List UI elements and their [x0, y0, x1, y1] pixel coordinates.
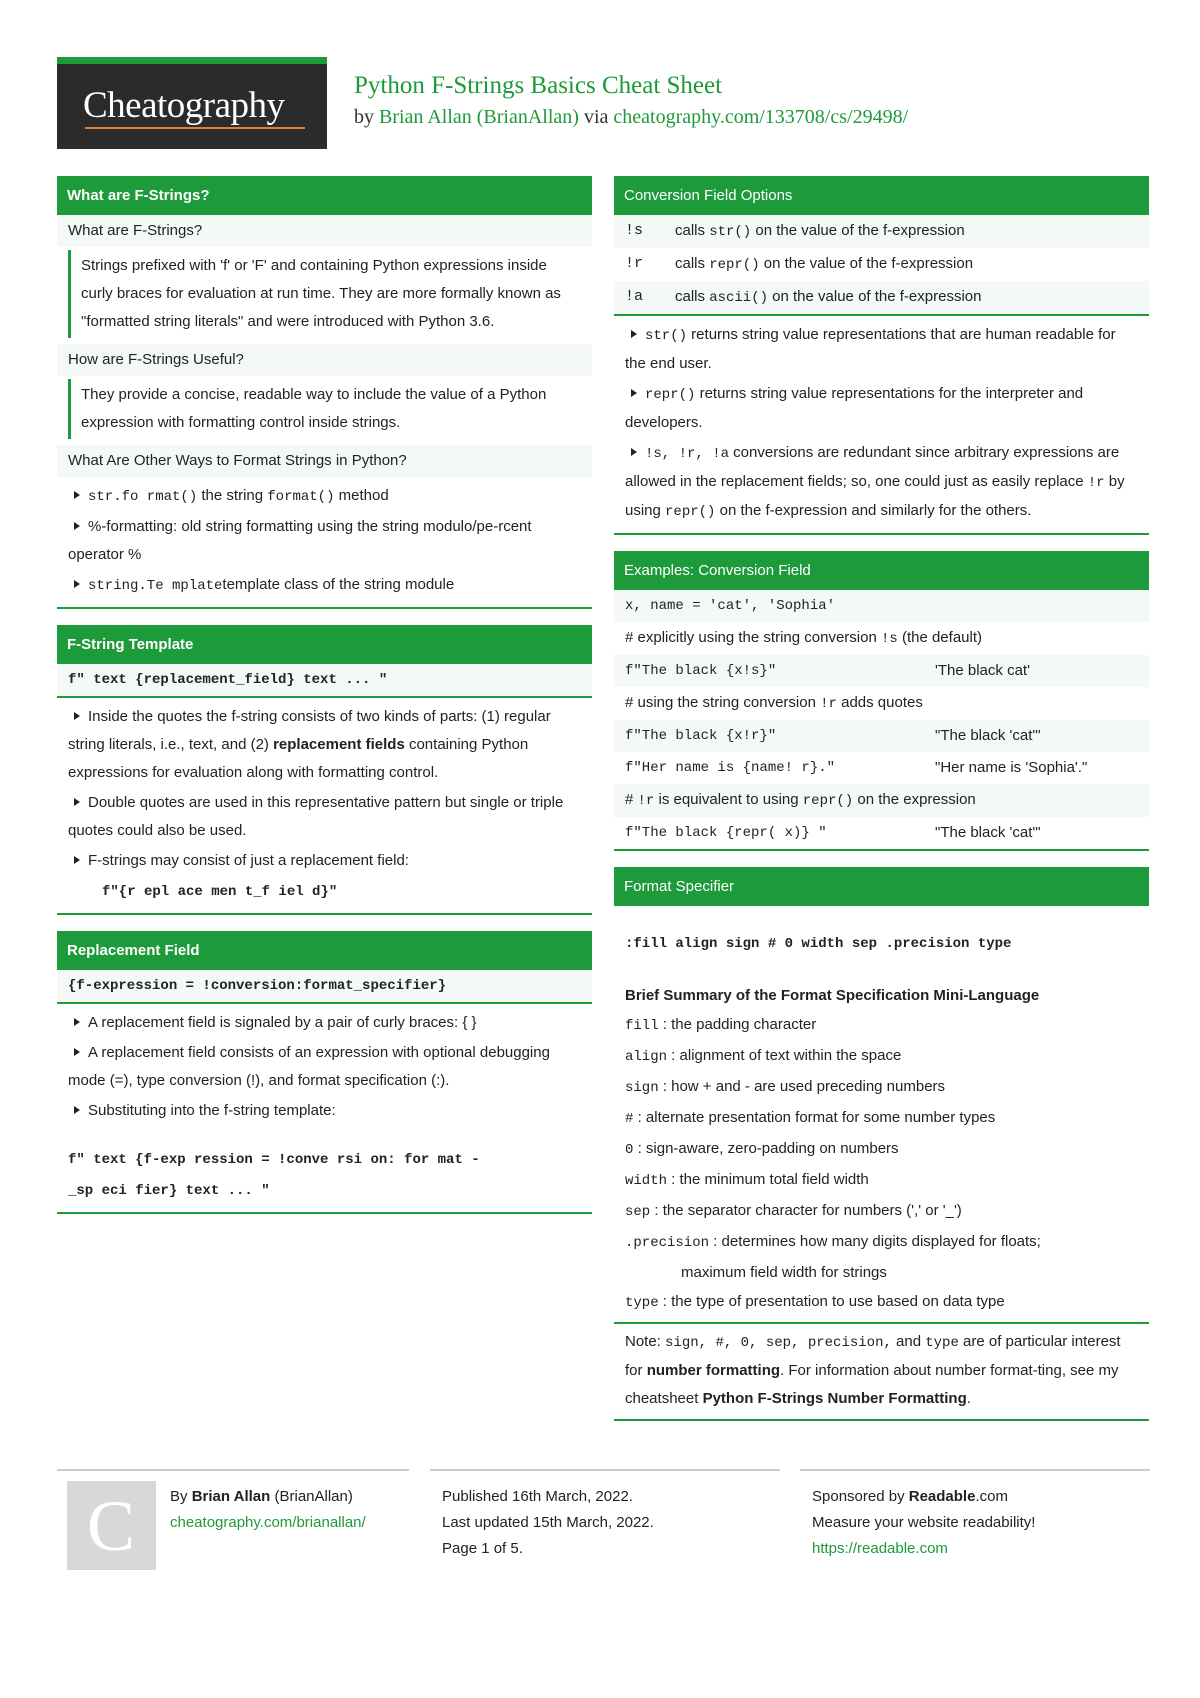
bullet-list: [57, 1002, 592, 1212]
bullet-triangle-icon: [631, 448, 637, 456]
answer: Strings prefixed with 'f' or 'F' and containing Python expressions inside curly braces for evaluation at run time. They are more formally known as "formatted string literals" and were introduced with Python 3.6.: [68, 250, 581, 338]
byline-by: by: [354, 106, 374, 128]
footer-dates: [442, 1484, 654, 1562]
template-code: f" text {replacement_field} text ... ": [57, 664, 592, 696]
byline: [354, 106, 908, 129]
section-what-are-fstrings: [57, 176, 592, 609]
bullet-code: f" text {f-exp ression = !conve rsi on: for mat -: [68, 1152, 480, 1168]
table-row: f"The black {x!s}" 'The black cat': [614, 655, 1149, 687]
bullet-list: [614, 314, 1149, 533]
bullet-triangle-icon: [74, 522, 80, 530]
bullet-triangle-icon: [631, 389, 637, 397]
section-title: Replacement Field: [57, 931, 592, 970]
table-row: !a calls ascii() on the value of the f-expression: [614, 281, 1149, 314]
table-row: !s calls str() on the value of the f-expression: [614, 215, 1149, 248]
spec-item: type : the type of presentation to use based on data type: [625, 1293, 1005, 1311]
bullet-triangle-icon: [74, 856, 80, 864]
bullet-list: [57, 477, 592, 607]
spec-item-continued: maximum field width for strings: [681, 1264, 887, 1281]
bullet-triangle-icon: [74, 491, 80, 499]
table-row: # explicitly using the string conversion !s (the default): [625, 629, 982, 647]
replacement-code: {f-expression = !conversion:format_specifier}: [57, 970, 592, 1002]
section-title: What are F-Strings?: [57, 176, 592, 215]
bullet-item: Substituting into the f-string template:: [57, 1096, 592, 1126]
bullet-triangle-icon: [631, 330, 637, 338]
section-format-specifier: [614, 867, 1149, 1421]
section-title: F-String Template: [57, 625, 592, 664]
question: What are F-Strings?: [57, 215, 592, 247]
answer: They provide a concise, readable way to include the value of a Python expression with formatting control inside strings.: [68, 379, 581, 439]
bullet-triangle-icon: [74, 712, 80, 720]
bullet-item: repr() returns string value representations for the interpreter and developers.: [625, 385, 1084, 431]
table-row: x, name = 'cat', 'Sophia': [614, 590, 1149, 622]
sheet-url-link[interactable]: cheatography.com/133708/cs/29498/: [613, 106, 909, 128]
spec-item: 0 : sign-aware, zero-padding on numbers: [625, 1140, 899, 1158]
question: What Are Other Ways to Format Strings in Python?: [57, 445, 592, 477]
updated-date: Last updated 15th March, 2022.: [442, 1514, 654, 1531]
bullet-code: f"{r epl ace men t_f iel d}": [102, 884, 338, 900]
byline-via: via: [583, 106, 609, 128]
author-profile-link[interactable]: cheatography.com/brianallan/: [170, 1514, 366, 1531]
bullet-item: Double quotes are used in this representative pattern but single or triple quotes could also be used.: [68, 794, 564, 839]
spec-item: .precision : determines how many digits displayed for floats;: [625, 1233, 1041, 1251]
footer-sponsor: Sponsored by Readable.com Measure your website readability! https://readable.com: [812, 1484, 1035, 1562]
page-number: Page 1 of 5.: [442, 1540, 523, 1557]
bullet-triangle-icon: [74, 798, 80, 806]
footer-author: By Brian Allan (BrianAllan) cheatography.com/brianallan/: [170, 1484, 366, 1536]
bullet-item: %-formatting: old string formatting using the string modulo/pe-rcent operator %: [68, 518, 532, 563]
table-row: f"Her name is {name! r}." "Her name is 'Sophia'.": [625, 759, 1088, 776]
bullet-triangle-icon: [74, 580, 80, 588]
bullet-list: [57, 696, 592, 913]
bullet-item: Inside the quotes the f-string consists of two kinds of parts: (1) regular string literals, i.e., text, and (2) replacement fields containing Python expressions for evaluation along with formatting control.: [68, 708, 551, 781]
bullet-item: str() returns string value representations that are human readable for the end user.: [625, 326, 1116, 372]
left-column: [57, 176, 592, 1230]
readable-link[interactable]: https://readable.com: [812, 1540, 948, 1557]
avatar-letter: C: [87, 1486, 136, 1566]
table-row: !r calls repr() on the value of the f-expression: [625, 255, 974, 273]
section-examples-conversion-field: [614, 551, 1149, 851]
format-note: Note: sign, #, 0, sep, precision, and type are of particular interest for number formatting. For information about number format-ting, see my cheatsheet Python F-Strings Number Formatting.: [614, 1322, 1149, 1419]
bullet-item: A replacement field is signaled by a pair of curly braces: { }: [57, 1008, 592, 1038]
bullet-item: string.Te mplatetemplate class of the string module: [57, 570, 592, 601]
bullet-item: !s, !r, !a conversions are redundant since arbitrary expressions are allowed in the replacement fields; so, one could just as easily replace !r by using repr() on the f-expression and similarly for the others.: [625, 444, 1125, 520]
spec-item: fill : the padding character: [625, 1016, 817, 1034]
section-title: Format Specifier: [614, 867, 1149, 906]
spec-item: align : alignment of text within the space: [625, 1047, 902, 1065]
table-row: f"The black {repr( x)} " "The black 'cat'": [625, 824, 1041, 841]
bullet-code: _sp eci fier} text ... ": [68, 1183, 270, 1199]
bullet-item: str.fo rmat() the string format() method: [57, 481, 592, 512]
section-conversion-field-options: [614, 176, 1149, 535]
spec-item: # : alternate presentation format for some number types: [625, 1109, 996, 1127]
spec-item: width : the minimum total field width: [625, 1171, 869, 1189]
table-row: f"The black {x!r}" "The black 'cat'": [614, 720, 1149, 752]
author-link[interactable]: Brian Allan (BrianAllan): [379, 106, 579, 128]
cheatography-logo[interactable]: [57, 57, 327, 149]
section-replacement-field: [57, 931, 592, 1214]
published-date: Published 16th March, 2022.: [442, 1488, 633, 1505]
spec-item: sep : the separator character for numbers (',' or '_'): [625, 1202, 962, 1220]
table-row: # using the string conversion !r adds quotes: [625, 694, 923, 712]
bullet-triangle-icon: [74, 1106, 80, 1114]
bullet-item: F-strings may consist of just a replacement field:: [57, 846, 592, 876]
section-fstring-template: [57, 625, 592, 915]
footer-divider: [800, 1469, 1150, 1471]
table-row: # !r is equivalent to using repr() on the expression: [614, 784, 1149, 817]
author-avatar[interactable]: [67, 1481, 156, 1570]
logo-text: Cheatography: [83, 85, 285, 126]
sponsor-tagline: Measure your website readability!: [812, 1514, 1036, 1531]
page-title: Python F-Strings Basics Cheat Sheet: [354, 72, 723, 99]
bullet-item: A replacement field consists of an expression with optional debugging mode (=), type conversion (!), and format specification (:).: [68, 1044, 550, 1089]
bullet-triangle-icon: [74, 1048, 80, 1056]
question: How are F-Strings Useful?: [57, 344, 592, 376]
footer-divider: [430, 1469, 780, 1471]
right-column: [614, 176, 1149, 1437]
section-title: Conversion Field Options: [614, 176, 1149, 215]
logo-underline: [85, 127, 305, 129]
spec-item: sign : how + and - are used preceding numbers: [625, 1078, 946, 1096]
summary-heading: Brief Summary of the Format Specification Mini-Language: [625, 987, 1040, 1004]
footer-divider: [57, 1469, 409, 1471]
bullet-triangle-icon: [74, 1018, 80, 1026]
format-spec-code: :fill align sign # 0 width sep .precision type: [625, 936, 1012, 952]
section-title: Examples: Conversion Field: [614, 551, 1149, 590]
